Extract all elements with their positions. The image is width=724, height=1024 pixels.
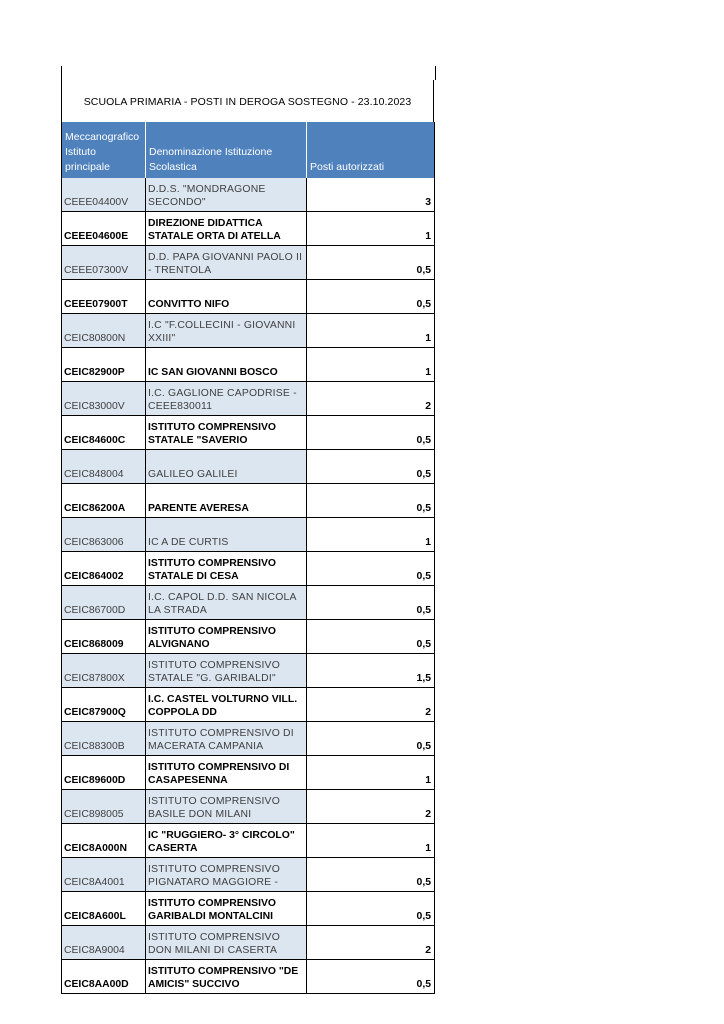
table-row	[62, 518, 435, 552]
code-cell: CEEE04400V	[62, 178, 146, 212]
code-cell: CEIC86200A	[62, 484, 146, 518]
name-cell: I.C. CASTEL VOLTURNO VILL. COPPOLA DD	[146, 688, 307, 722]
posts-cell: 1	[307, 348, 435, 382]
posts-cell: 1,5	[307, 654, 435, 688]
posts-cell: 1	[307, 212, 435, 246]
name-cell: I.C. CAPOL D.D. SAN NICOLA LA STRADA	[146, 586, 307, 620]
posts-cell: 0,5	[307, 858, 435, 892]
posts-cell: 0,5	[307, 416, 435, 450]
code-cell: CEIC84600C	[62, 416, 146, 450]
name-cell: ISTITUTO COMPRENSIVO ALVIGNANO	[146, 620, 307, 654]
code-cell: CEIC89600D	[62, 756, 146, 790]
table-body	[62, 178, 435, 994]
posts-cell: 0,5	[307, 960, 435, 994]
code-cell: CEIC83000V	[62, 382, 146, 416]
code-cell: CEIC898005	[62, 790, 146, 824]
name-cell: D.D.S. "MONDRAGONE SECONDO"	[146, 178, 307, 212]
posts-cell: 2	[307, 382, 435, 416]
table-row	[62, 178, 435, 212]
code-cell: CEIC80800N	[62, 314, 146, 348]
posts-cell: 0,5	[307, 892, 435, 926]
posts-cell: 1	[307, 756, 435, 790]
code-cell: CEIC88300B	[62, 722, 146, 756]
posts-cell: 0,5	[307, 586, 435, 620]
code-cell: CEIC87900Q	[62, 688, 146, 722]
table-row	[62, 450, 435, 484]
name-cell: I.C "F.COLLECINI - GIOVANNI XXIII"	[146, 314, 307, 348]
name-cell: ISTITUTO COMPRENSIVO STATALE "SAVERIO	[146, 416, 307, 450]
table-row	[62, 824, 435, 858]
table-row	[62, 212, 435, 246]
header-name: Denominazione Istituzione Scolastica	[146, 122, 307, 178]
code-cell: CEIC8A9004	[62, 926, 146, 960]
code-cell: CEIC8AA00D	[62, 960, 146, 994]
table-row	[62, 586, 435, 620]
code-cell: CEIC86700D	[62, 586, 146, 620]
table-row	[62, 416, 435, 450]
code-cell: CEEE04600E	[62, 212, 146, 246]
table-row	[62, 926, 435, 960]
name-cell: IC SAN GIOVANNI BOSCO	[146, 348, 307, 382]
name-cell: ISTITUTO COMPRENSIVO BASILE DON MILANI	[146, 790, 307, 824]
name-cell: ISTITUTO COMPRENSIVO "DE AMICIS" SUCCIVO	[146, 960, 307, 994]
table-row	[62, 790, 435, 824]
name-cell: CONVITTO NIFO	[146, 280, 307, 314]
name-cell: ISTITUTO COMPRENSIVO STATALE DI CESA	[146, 552, 307, 586]
title-row	[61, 80, 434, 122]
name-cell: D.D. PAPA GIOVANNI PAOLO II - TRENTOLA	[146, 246, 307, 280]
posts-cell: 1	[307, 824, 435, 858]
table-row	[62, 960, 435, 994]
sheet-border	[61, 66, 436, 80]
table-row	[62, 382, 435, 416]
table-row	[62, 552, 435, 586]
table-header-row	[62, 122, 435, 178]
code-cell: CEEE07300V	[62, 246, 146, 280]
posts-cell: 0,5	[307, 246, 435, 280]
table-row	[62, 314, 435, 348]
code-cell: CEIC87800X	[62, 654, 146, 688]
code-cell: CEEE07900T	[62, 280, 146, 314]
table-row	[62, 620, 435, 654]
posts-cell: 2	[307, 790, 435, 824]
posts-cell: 0,5	[307, 620, 435, 654]
posts-cell: 2	[307, 926, 435, 960]
posts-cell: 2	[307, 688, 435, 722]
name-cell: PARENTE AVERESA	[146, 484, 307, 518]
table-row	[62, 348, 435, 382]
table-row	[62, 246, 435, 280]
name-cell: ISTITUTO COMPRENSIVO PIGNATARO MAGGIORE -	[146, 858, 307, 892]
posts-cell: 1	[307, 314, 435, 348]
name-cell: IC "RUGGIERO- 3° CIRCOLO" CASERTA	[146, 824, 307, 858]
header-code: Meccanografico Istituto principale	[62, 122, 146, 178]
posts-cell: 0,5	[307, 280, 435, 314]
name-cell: ISTITUTO COMPRENSIVO DI CASAPESENNA	[146, 756, 307, 790]
posts-cell: 1	[307, 518, 435, 552]
table-row	[62, 722, 435, 756]
posts-cell: 0,5	[307, 552, 435, 586]
code-cell: CEIC864002	[62, 552, 146, 586]
posts-cell: 0,5	[307, 722, 435, 756]
name-cell: DIREZIONE DIDATTICA STATALE ORTA DI ATELLA	[146, 212, 307, 246]
table-row	[62, 280, 435, 314]
posts-cell: 0,5	[307, 484, 435, 518]
table-row	[62, 756, 435, 790]
name-cell: IC A DE CURTIS	[146, 518, 307, 552]
table-row	[62, 688, 435, 722]
table-row	[62, 484, 435, 518]
code-cell: CEIC8A000N	[62, 824, 146, 858]
name-cell: GALILEO GALILEI	[146, 450, 307, 484]
posts-table	[61, 122, 435, 994]
code-cell: CEIC82900P	[62, 348, 146, 382]
name-cell: ISTITUTO COMPRENSIVO DON MILANI DI CASERTA	[146, 926, 307, 960]
name-cell: ISTITUTO COMPRENSIVO STATALE "G. GARIBALDI"	[146, 654, 307, 688]
code-cell: CEIC8A4001	[62, 858, 146, 892]
code-cell: CEIC868009	[62, 620, 146, 654]
posts-cell: 3	[307, 178, 435, 212]
header-posts: Posti autorizzati	[307, 122, 435, 178]
table-row	[62, 654, 435, 688]
code-cell: CEIC848004	[62, 450, 146, 484]
name-cell: ISTITUTO COMPRENSIVO DI MACERATA CAMPANIA	[146, 722, 307, 756]
name-cell: ISTITUTO COMPRENSIVO GARIBALDI MONTALCINI	[146, 892, 307, 926]
document-title: SCUOLA PRIMARIA - POSTI IN DEROGA SOSTEGNO - 23.10.2023	[83, 96, 412, 108]
table-row	[62, 892, 435, 926]
table-row	[62, 858, 435, 892]
name-cell: I.C. GAGLIONE CAPODRISE - CEEE830011	[146, 382, 307, 416]
posts-cell: 0,5	[307, 450, 435, 484]
code-cell: CEIC8A600L	[62, 892, 146, 926]
code-cell: CEIC863006	[62, 518, 146, 552]
